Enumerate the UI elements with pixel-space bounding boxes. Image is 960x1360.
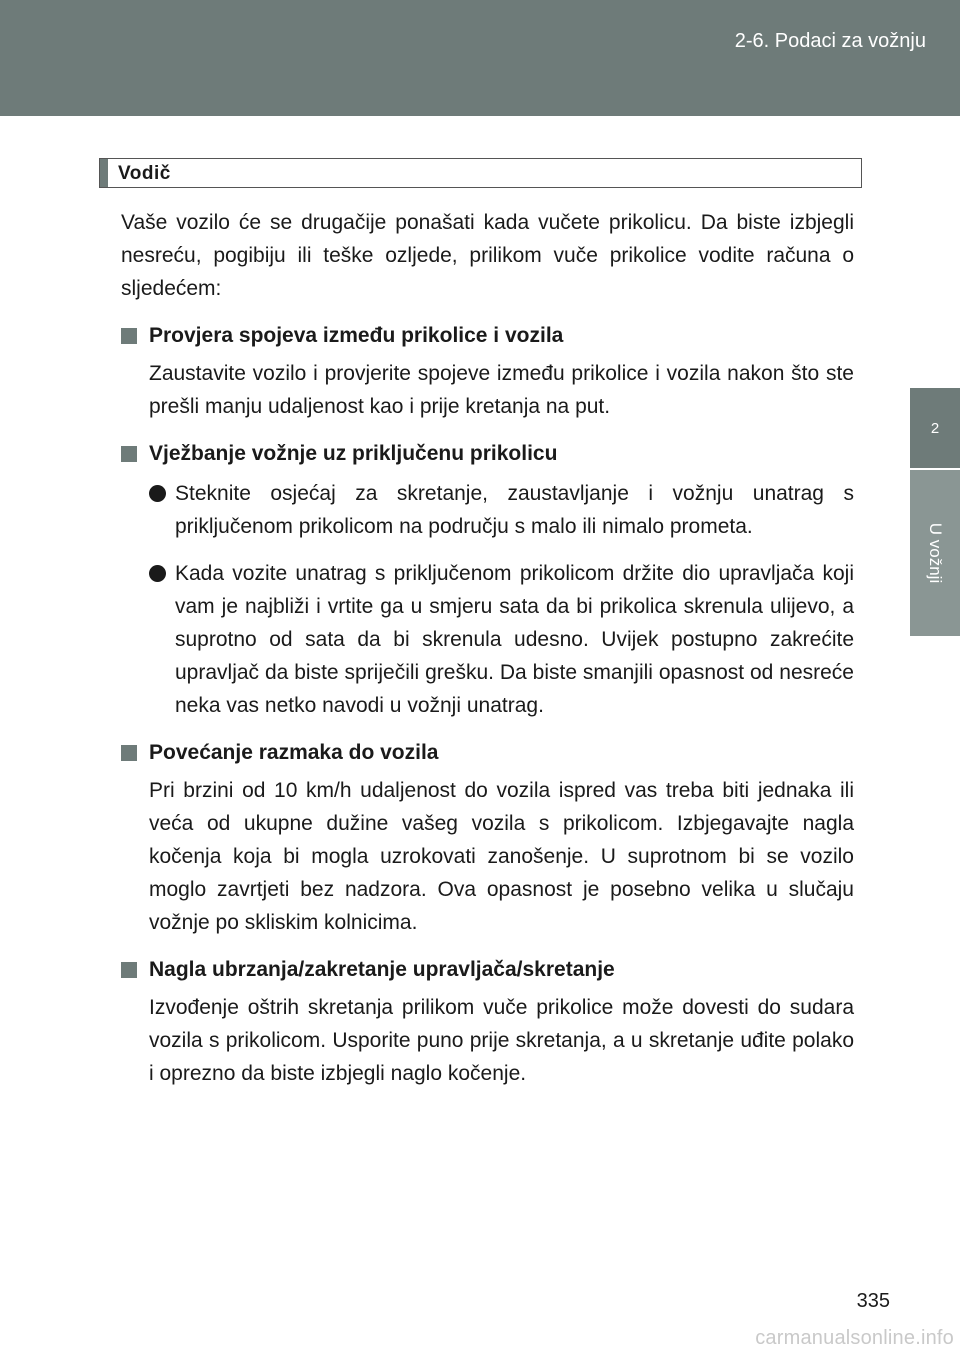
header-band [0,0,960,116]
subsection-heading [121,738,862,768]
chapter-title: 2-6. Podaci za vožnju [734,30,926,52]
chapter-tab-label-text: U vožnji [926,522,945,584]
page-content [99,158,862,1090]
subsection-distance [99,738,862,939]
subsection-body: Izvođenje oštrih skretanja prilikom vuče prikolice može dovesti do sudara vozila s prikolicom. Usporite puno prije skretanja, a u skretanje uđite polako i oprezno da biste izbjegli naglo kočenje. [149,996,854,1085]
subsection-connections [99,321,862,423]
square-bullet-icon [121,745,137,761]
subsection-heading [121,321,862,351]
subsection-body: Zaustavite vozilo i provjerite spojeve između prikolice i vozila nakon što ste prešli manju udaljenost kao i prije kretanja na put. [149,362,854,418]
bullet-item [149,557,854,722]
subsection-body: Pri brzini od 10 km/h udaljenost do vozila ispred vas treba biti jednaka ili veća od ukupne dužine vašeg vozila s prikolicom. Izbjegavajte nagla kočenja koja bi mogla uzrokovati zanošenje. U suprotnom bi se vozilo moglo zavrtjeti bez nadzora. Ova opasnost je posebno velika u slučaju vožnje po skliskim kolnicima. [149,779,854,934]
subsection-heading [121,439,862,469]
subsection-heading [121,955,862,985]
section-title-bar [100,159,108,187]
round-bullet-icon [149,565,166,582]
subsection-practice [99,439,862,722]
square-bullet-icon [121,328,137,344]
subsection-heading-text: Nagla ubrzanja/zakretanje upravljača/skretanje [149,958,615,981]
chapter-tab-label[interactable] [910,470,960,636]
bullet-text: Kada vozite unatrag s priključenom prikolicom držite dio upravljača koji vam je najbliži i vrtite ga u smjeru sata da bi prikolica skrenula ulijevo, a suprotno od sata da bi skrenula udesno. Uvijek postupno zakrećite upravljač da biste spriječili grešku. Da biste smanjili opasnost od nesreće neka vas netko navodi u vožnji unatrag. [175,562,854,717]
square-bullet-icon [121,962,137,978]
watermark-text[interactable]: carmanualsonline.info [755,1327,954,1349]
square-bullet-icon [121,446,137,462]
page-number: 335 [856,1290,890,1312]
subsection-sudden-moves [99,955,862,1090]
subsection-heading-text: Vježbanje vožnje uz priključenu prikolicu [149,442,558,465]
chapter-tab-number[interactable]: 2 [910,388,960,468]
section-intro: Vaše vozilo će se drugačije ponašati kada vučete prikolicu. Da biste izbjegli nesreću, pogibiju ili teške ozljede, prilikom vuče prikolice vodite računa o sljedećem: [121,211,854,300]
section-title-box [99,158,862,188]
bullet-item [149,477,854,543]
section-title: Vodič [118,163,171,184]
round-bullet-icon [149,485,166,502]
subsection-heading-text: Provjera spojeva između prikolice i vozila [149,324,564,347]
subsection-heading-text: Povećanje razmaka do vozila [149,741,439,764]
bullet-text: Steknite osjećaj za skretanje, zaustavljanje i vožnju unatrag s priključenom prikolicom na području s malo ili nimalo prometa. [175,482,854,538]
